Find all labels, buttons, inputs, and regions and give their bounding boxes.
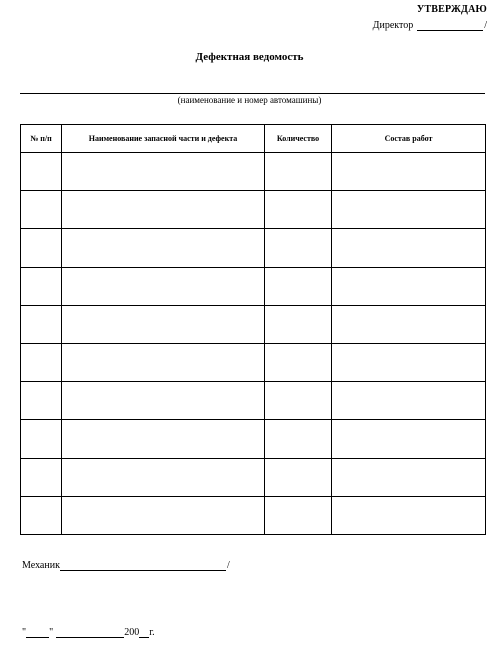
date-line (22, 627, 155, 638)
vehicle-name-blank[interactable] (20, 93, 485, 94)
column-header-part-defect: Наименование запасной части и дефекта (62, 125, 265, 153)
column-header-number: № п/п (21, 125, 62, 153)
mechanic-signature-line (22, 560, 230, 571)
cell-number[interactable] (21, 382, 62, 420)
cell-part-defect[interactable] (62, 458, 265, 496)
cell-work-scope[interactable] (332, 153, 486, 191)
cell-part-defect[interactable] (62, 305, 265, 343)
cell-number[interactable] (21, 343, 62, 381)
cell-number[interactable] (21, 305, 62, 343)
cell-work-scope[interactable] (332, 420, 486, 458)
cell-work-scope[interactable] (332, 305, 486, 343)
mechanic-label: Механик (22, 560, 60, 571)
cell-number[interactable] (21, 420, 62, 458)
cell-quantity[interactable] (265, 382, 332, 420)
table-row (21, 267, 486, 305)
vehicle-name-caption: (наименование и номер автомашины) (177, 95, 322, 105)
cell-part-defect[interactable] (62, 382, 265, 420)
cell-part-defect[interactable] (62, 343, 265, 381)
date-open-quote: " (22, 627, 27, 638)
cell-quantity[interactable] (265, 496, 332, 534)
cell-quantity[interactable] (265, 191, 332, 229)
table-body (21, 153, 486, 535)
cell-work-scope[interactable] (332, 458, 486, 496)
cell-quantity[interactable] (265, 229, 332, 267)
date-month-blank[interactable] (56, 627, 124, 638)
cell-part-defect[interactable] (62, 267, 265, 305)
document-title: Дефектная ведомость (195, 51, 304, 63)
cell-part-defect[interactable] (62, 229, 265, 267)
table-row (21, 496, 486, 534)
cell-number[interactable] (21, 496, 62, 534)
date-year-prefix: 200 (124, 627, 140, 638)
director-signature-slash: / (484, 20, 487, 31)
table-row (21, 153, 486, 191)
table-row (21, 343, 486, 381)
cell-work-scope[interactable] (332, 343, 486, 381)
cell-work-scope[interactable] (332, 229, 486, 267)
cell-number[interactable] (21, 191, 62, 229)
mechanic-signature-blank[interactable] (60, 560, 226, 571)
cell-work-scope[interactable] (332, 267, 486, 305)
column-header-quantity: Количество (265, 125, 332, 153)
cell-number[interactable] (21, 267, 62, 305)
table-row (21, 305, 486, 343)
table-header-row (21, 125, 486, 153)
cell-part-defect[interactable] (62, 153, 265, 191)
cell-work-scope[interactable] (332, 191, 486, 229)
table-row (21, 420, 486, 458)
cell-quantity[interactable] (265, 458, 332, 496)
date-day-blank[interactable] (26, 627, 49, 638)
cell-number[interactable] (21, 458, 62, 496)
cell-number[interactable] (21, 153, 62, 191)
mechanic-signature-slash: / (226, 560, 230, 571)
director-signature-blank[interactable] (417, 20, 483, 31)
cell-work-scope[interactable] (332, 496, 486, 534)
date-year-suffix: г. (149, 627, 155, 638)
defects-table (20, 124, 486, 535)
cell-quantity[interactable] (265, 305, 332, 343)
approve-heading: УТВЕРЖДАЮ (416, 4, 487, 15)
cell-quantity[interactable] (265, 420, 332, 458)
date-year-blank[interactable] (139, 627, 149, 638)
table-row (21, 382, 486, 420)
cell-part-defect[interactable] (62, 191, 265, 229)
cell-quantity[interactable] (265, 343, 332, 381)
cell-quantity[interactable] (265, 153, 332, 191)
director-label: Директор (372, 20, 414, 31)
cell-part-defect[interactable] (62, 420, 265, 458)
cell-work-scope[interactable] (332, 382, 486, 420)
column-header-work-scope: Состав работ (332, 125, 486, 153)
table-row (21, 191, 486, 229)
cell-number[interactable] (21, 229, 62, 267)
table-row (21, 458, 486, 496)
director-signature-line (373, 20, 487, 31)
cell-part-defect[interactable] (62, 496, 265, 534)
table-row (21, 229, 486, 267)
cell-quantity[interactable] (265, 267, 332, 305)
date-close-quote: " (49, 627, 54, 638)
